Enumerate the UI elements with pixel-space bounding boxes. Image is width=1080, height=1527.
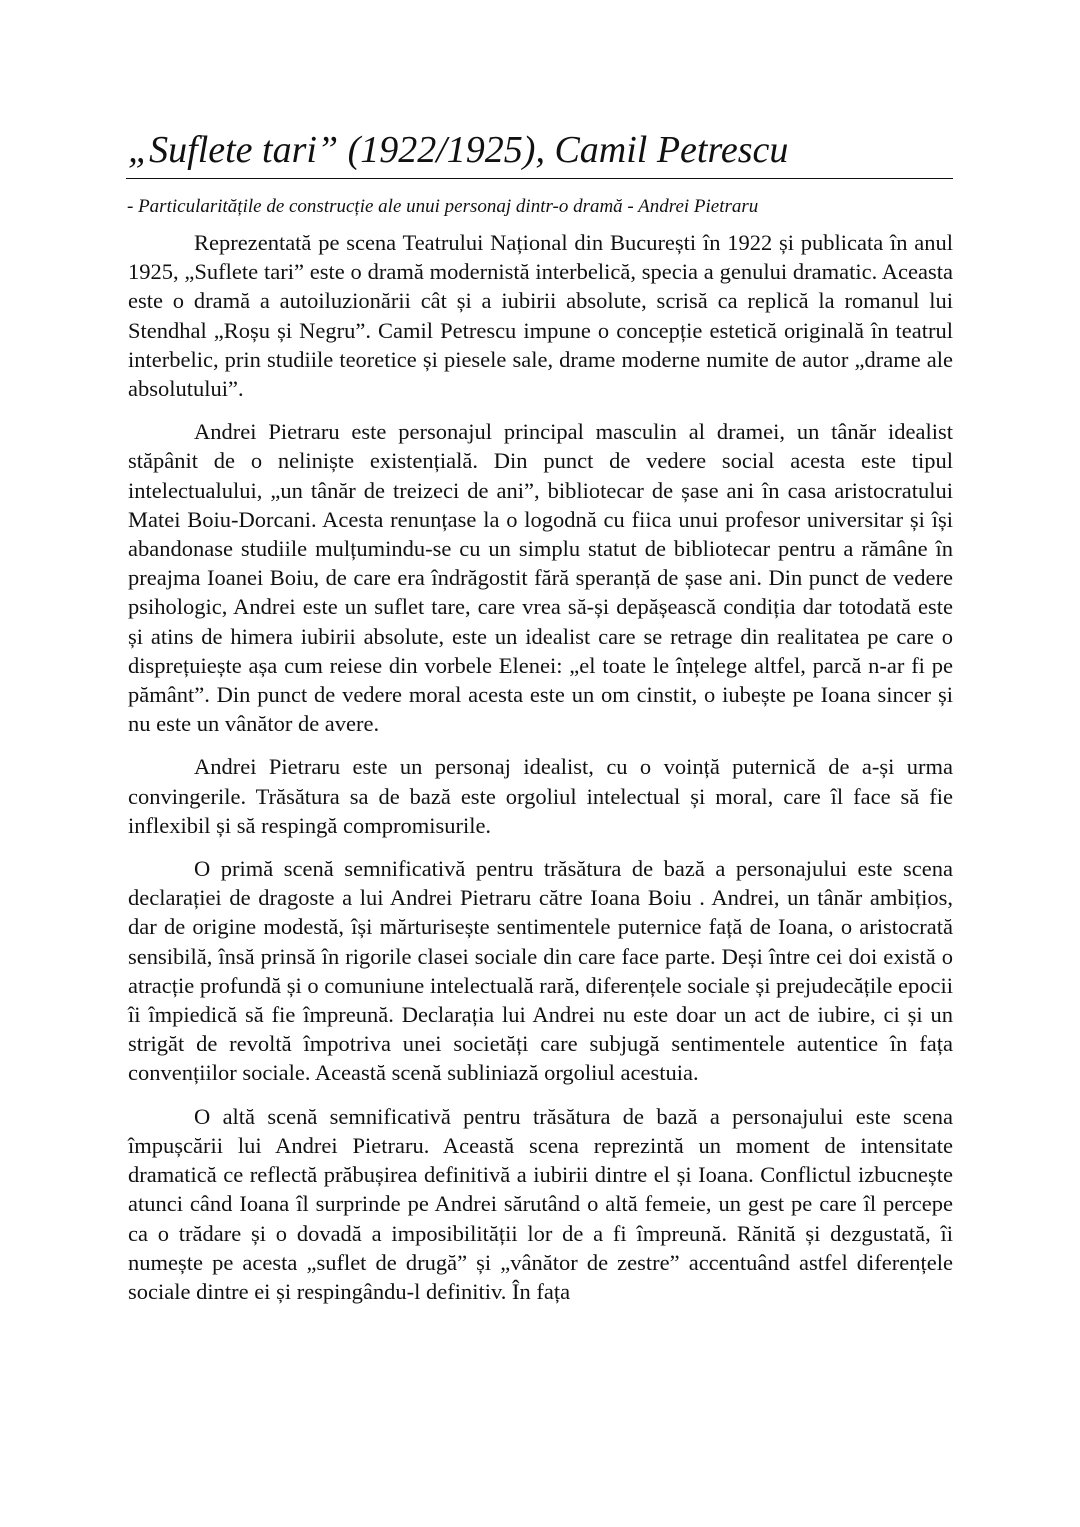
document-subtitle: - Particularitățile de construcție ale unui personaj dintr-o dramă - Andrei Pietraru xyxy=(127,196,759,217)
title-underline xyxy=(126,178,953,179)
paragraph-second-scene: O altă scenă semnificativă pentru trăsătura de bază a personajului este scena împușcării lui Andrei Pietraru. Această scena reprezintă un moment de intensitate dramatică ce reflectă prăbușirea definitivă a iubirii dintre el și Ioana. Conflictul izbucnește atunci când Ioana îl surprinde pe Andrei sărutând o altă femeie, un gest pe care îl percepe ca o trădare și o dovadă a imposibilității lor de a fi împreună. Rănită și dezgustată, îi numește pe acesta „suflet de drugă” și „vânător de zestre” accentuând astfel diferențele sociale dintre ei și respingându-l definitiv. În fața xyxy=(128,1103,953,1304)
document-body xyxy=(126,228,953,1306)
paragraph-intro: Reprezentată pe scena Teatrului Național din București în 1922 și publicata în anul 1925, „Suflete tari” este o dramă modernistă interbelică, specia a genului dramatic. Aceasta este o dramă a autoiluzionării cât și a iubirii absolute, scrisă ca replică la romanul lui Stendhal „Roșu și Negru”. Camil Petrescu impune o concepție estetică originală în teatrul interbelic, prin studiile teoretice și piesele sale, drame moderne numite de autor „drame ale absolutului”. xyxy=(128,230,953,402)
paragraph-character-portrait: Andrei Pietraru este personajul principal masculin al dramei, un tânăr idealist stăpânit de o neliniște existențială. Din punct de vedere social acesta este tipul intelectualului, „un tânăr de treizeci de ani”, bibliotecar de șase ani în casa aristocratului Matei Boiu-Dorcani. Acesta renunțase la o logodnă cu fiica unui profesor universitar și își abandonase studiile mulțumindu-se cu un simplu statut de bibliotecar pentru a rămâne în preajma Ioanei Boiu, de care era îndrăgostit fără speranță de șase ani. Din punct de vedere psihologic, Andrei este un suflet tare, care vrea să-și depășească condiția dar totodată este și atins de himera iubirii absolute, este un idealist care se retrage din realitatea pe care o disprețuiește așa cum reiese din vorbele Elenei: „el toate le înțelege altfel, parcă n-ar fi pe pământ”. Din punct de vedere moral acesta este un om cinstit, o iubește pe Ioana sincer și nu este un vânător de avere. xyxy=(128,419,953,737)
document-page xyxy=(126,124,953,1320)
paragraph-main-trait: Andrei Pietraru este un personaj idealist, cu o voință puternică de a-și urma convingerile. Trăsătura sa de bază este orgoliul intelectual și moral, care îl face să fie inflexibil și să respingă compromisurile. xyxy=(128,754,953,838)
paragraph-first-scene: O primă scenă semnificativă pentru trăsătura de bază a personajului este scena declarației de dragoste a lui Andrei Pietraru către Ioana Boiu . Andrei, un tânăr ambițios, dar de origine modestă, își mărturisește sentimentele puternice față de Ioana, o aristocrată sensibilă, însă prinsă în rigorile clasei sociale din care face parte. Deși între cei doi există o atracție profundă și o comuniune intelectuală rară, diferențele sociale și prejudecățile epocii îi împiedică să fie împreună. Declarația lui Andrei nu este doar un act de iubire, ci și un strigăt de revoltă împotriva unei societăți care subjugă sentimentele autentice în fața convențiilor sociale. Această scenă subliniază orgoliul acestuia. xyxy=(128,856,953,1086)
document-title: „Suflete tari” (1922/1925), Camil Petrescu xyxy=(128,129,789,171)
